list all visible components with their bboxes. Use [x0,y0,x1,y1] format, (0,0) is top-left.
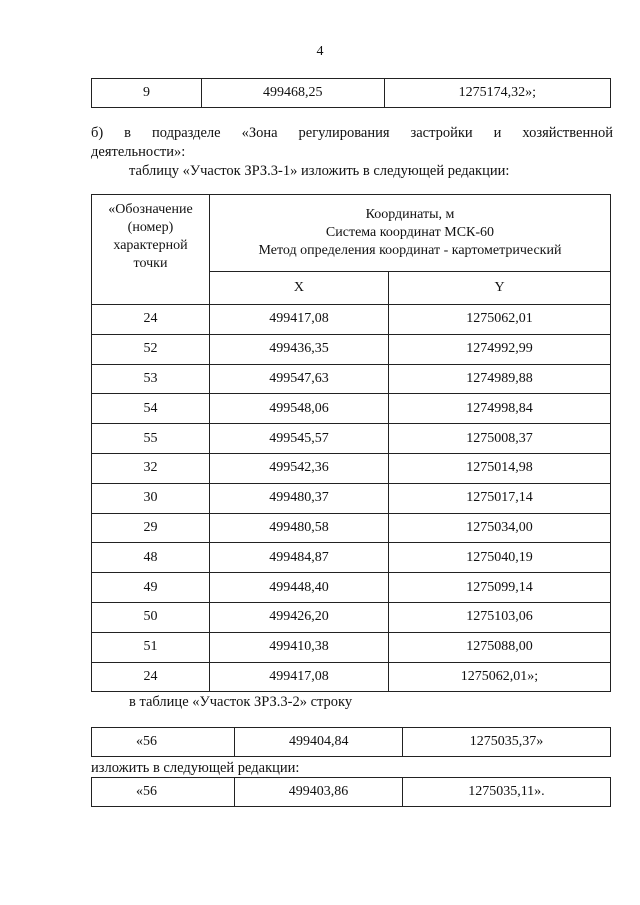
point-designation-header [92,195,210,305]
x-header: X [209,272,388,305]
coordinates-header [209,195,610,272]
y-cell: 1275062,01»; [389,662,611,692]
x-cell: 499417,08 [209,662,388,692]
point-cell: 50 [92,602,210,632]
paragraph-table2: в таблице «Участок ЗРЗ.3-2» строку [129,694,353,710]
x-cell: 499547,63 [209,364,388,394]
point-cell: 53 [92,364,210,394]
table-row [92,364,611,394]
paragraph-replace: изложить в следующей редакции: [91,760,300,776]
y-cell: 1275174,32»; [384,79,610,108]
table-row [92,602,611,632]
table-row [92,632,611,662]
header-line: точки [133,256,168,271]
point-cell: 52 [92,334,210,364]
x-cell: 499545,57 [209,424,388,454]
y-cell: 1275062,01 [389,305,611,335]
table-header-row [92,195,611,272]
table-row [92,543,611,573]
x-cell: 499426,20 [209,602,388,632]
y-cell: 1275035,11». [402,778,610,807]
paragraph-table-intro: таблицу «Участок ЗРЗ.3-1» изложить в следующей редакции: [129,163,510,179]
x-cell: 499403,86 [235,778,403,807]
point-cell: 29 [92,513,210,543]
old-row-table [91,727,611,757]
point-cell: 54 [92,394,210,424]
point-cell: 24 [92,662,210,692]
header-line: «Обозначение [108,202,193,217]
y-cell: 1275103,06 [389,602,611,632]
table-row [92,483,611,513]
table-row [92,453,611,483]
new-row-table [91,777,611,807]
table-row [92,778,611,807]
point-cell: 30 [92,483,210,513]
top-continuation-table [91,78,611,108]
x-cell: 499448,40 [209,573,388,603]
y-cell: 1275008,37 [389,424,611,454]
x-cell: 499468,25 [201,79,384,108]
table-row [92,424,611,454]
coordinates-table [91,194,611,692]
paragraph-b-line1: б) в подразделе «Зона регулирования застройки и хозяйственной [91,125,613,141]
table-row [92,662,611,692]
point-cell: «56 [92,778,235,807]
y-cell: 1275035,37» [403,728,611,757]
y-cell: 1275014,98 [389,453,611,483]
x-cell: 499410,38 [209,632,388,662]
x-cell: 499542,36 [209,453,388,483]
point-cell: 51 [92,632,210,662]
table-row [92,305,611,335]
point-cell: 24 [92,305,210,335]
y-cell: 1274992,99 [389,334,611,364]
table-row [92,79,611,108]
point-cell: «56 [92,728,235,757]
table-row [92,334,611,364]
x-cell: 499436,35 [209,334,388,364]
x-cell: 499480,37 [209,483,388,513]
table-row [92,728,611,757]
x-cell: 499484,87 [209,543,388,573]
y-cell: 1275034,00 [389,513,611,543]
header-line: характерной [113,238,188,253]
point-cell: 55 [92,424,210,454]
table-row [92,513,611,543]
point-cell: 49 [92,573,210,603]
x-cell: 499480,58 [209,513,388,543]
x-cell: 499548,06 [209,394,388,424]
x-cell: 499417,08 [209,305,388,335]
y-cell: 1275017,14 [389,483,611,513]
y-cell: 1275099,14 [389,573,611,603]
header-line: Координаты, м [365,207,455,222]
y-cell: 1275088,00 [389,632,611,662]
y-header: Y [389,272,611,305]
header-line: Метод определения координат - картометрический [258,243,562,258]
point-cell: 32 [92,453,210,483]
x-cell: 499404,84 [235,728,403,757]
header-line: Система координат МСК-60 [325,225,495,240]
paragraph-b-line2: деятельности»: [91,144,186,160]
table-row [92,573,611,603]
point-cell: 9 [92,79,202,108]
header-line: (номер) [127,220,174,235]
page-number: 4 [316,44,324,59]
y-cell: 1274989,88 [389,364,611,394]
y-cell: 1274998,84 [389,394,611,424]
y-cell: 1275040,19 [389,543,611,573]
table-row [92,394,611,424]
point-cell: 48 [92,543,210,573]
